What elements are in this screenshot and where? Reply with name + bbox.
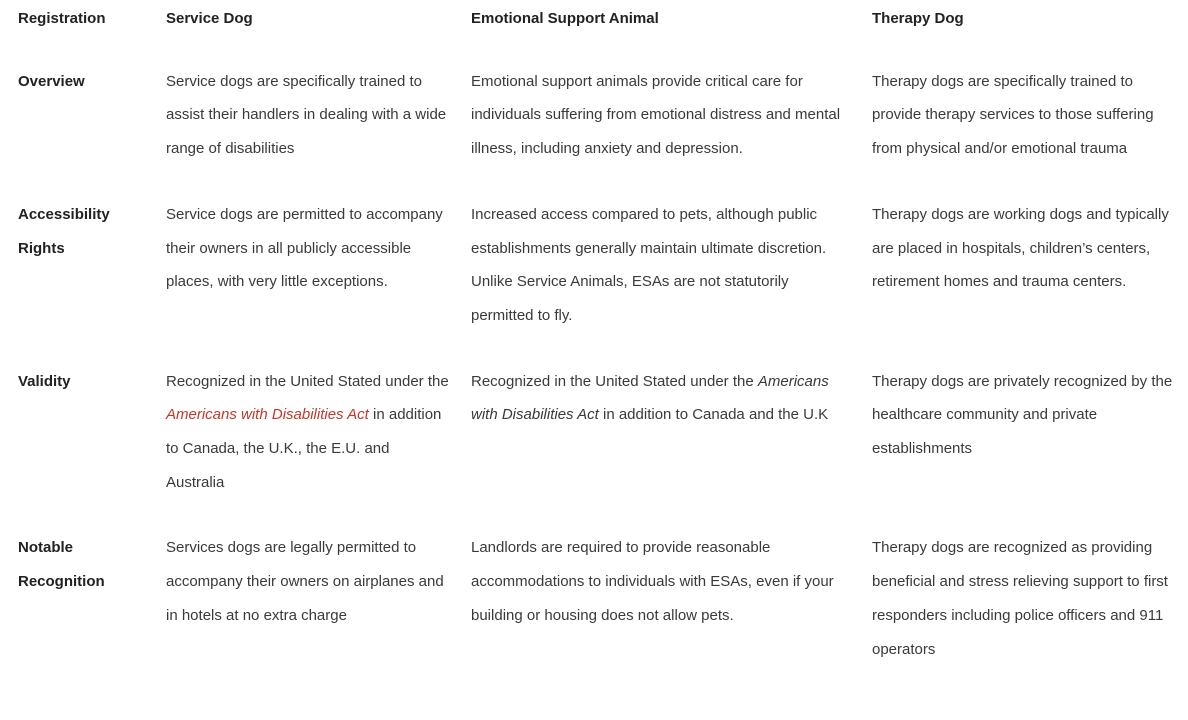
header-emotional-support-animal: Emotional Support Animal [471, 10, 659, 27]
ada-link[interactable]: Americans with Disabilities Act [166, 406, 369, 424]
row-label-validity: Validity [18, 372, 71, 390]
cell-notable-service-dog: Services dogs are legally permitted to accompany their owners on airplanes and in hotels at no extra charge [166, 539, 444, 624]
table-row-validity [8, 365, 1188, 532]
row-label-overview: Overview [18, 72, 85, 90]
cell-accessibility-esa: Increased access compared to pets, although public establishments generally maintain ultimate discretion. Unlike Service Animals, ESAs are not statutorily permitted to fly. [471, 205, 827, 324]
cell-notable-esa: Landlords are required to provide reasonable accommodations to individuals with ESAs, even if your building or housing does not allow pets. [471, 539, 834, 624]
table-row-accessibility-rights [8, 198, 1188, 365]
cell-notable-therapy-dog: Therapy dogs are recognized as providing beneficial and stress relieving support to first responders including police officers and 911 operators [872, 539, 1168, 658]
cell-accessibility-therapy-dog: Therapy dogs are working dogs and typically are placed in hospitals, children’s centers, retirement homes and trauma centers. [872, 205, 1169, 291]
validity-service-dog-text-before: Recognized in the United Stated under the [166, 372, 449, 390]
validity-service-dog-text-after: in addition to Canada, the U.K., the E.U. and Australia [166, 406, 442, 491]
table-body [8, 65, 1188, 667]
comparison-table [8, 0, 1188, 666]
cell-accessibility-service-dog: Service dogs are permitted to accompany their owners in all publicly accessible places, with very little exceptions. [166, 205, 443, 291]
cell-overview-service-dog: Service dogs are specifically trained to assist their handlers in dealing with a wide range of disabilities [166, 72, 447, 158]
validity-esa-text-after: in addition to Canada and the U.K [598, 406, 829, 424]
cell-validity-esa [461, 365, 862, 532]
row-label-accessibility-rights: Accessibility Rights [18, 205, 110, 257]
header-therapy-dog: Therapy Dog [872, 10, 964, 27]
table-row-notable-recognition [8, 531, 1188, 666]
validity-esa-ada-italic: Americans with Disabilities Act [471, 372, 829, 424]
cell-overview-esa: Emotional support animals provide critical care for individuals suffering from emotional distress and mental illness, including anxiety and depression. [471, 72, 841, 158]
header-registration: Registration [18, 10, 106, 27]
validity-esa-text-before: Recognized in the United Stated under the [471, 372, 758, 390]
table-row-overview [8, 65, 1188, 198]
row-label-notable-recognition: Notable Recognition [18, 539, 105, 591]
header-row [8, 0, 1188, 65]
cell-validity-therapy-dog: Therapy dogs are privately recognized by the healthcare community and private establishments [872, 372, 1173, 458]
cell-overview-therapy-dog: Therapy dogs are specifically trained to provide therapy services to those suffering from physical and/or emotional trauma [872, 72, 1154, 158]
table-header [8, 0, 1188, 65]
cell-validity-service-dog [156, 365, 461, 532]
header-service-dog: Service Dog [166, 10, 253, 27]
